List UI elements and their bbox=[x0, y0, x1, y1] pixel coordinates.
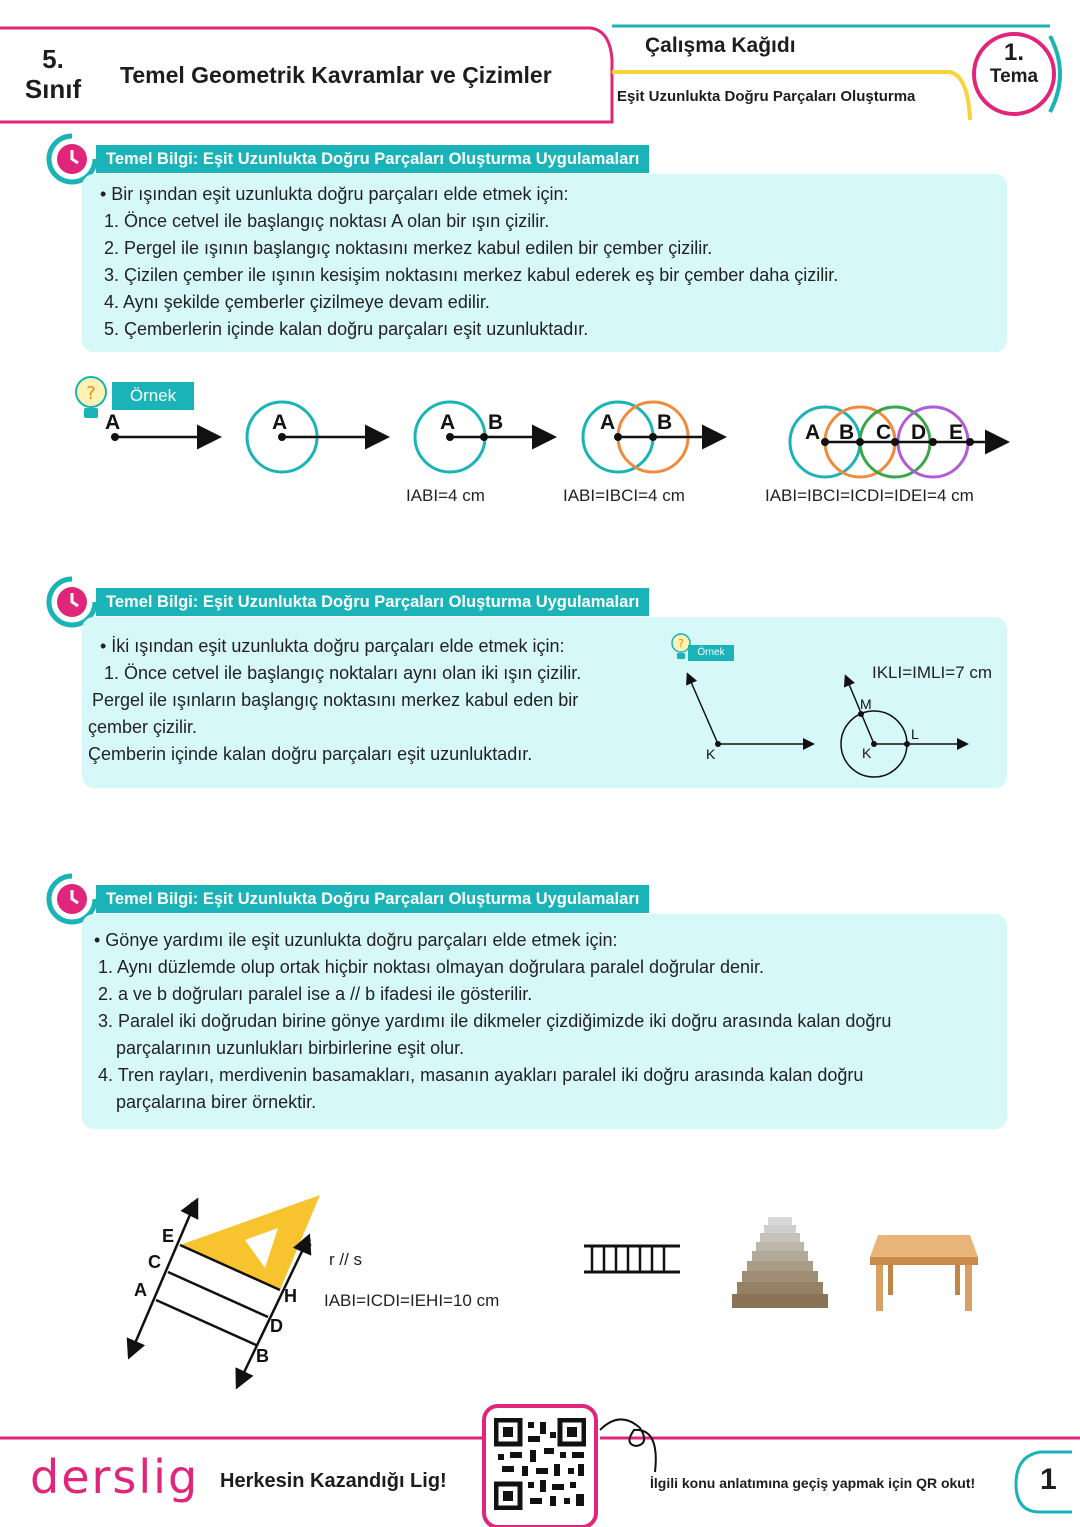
line-label: r bbox=[190, 1196, 198, 1216]
section3-line: 3. Paralel iki doğrudan birine gönye yardımı ile dikmeler çizdiğimizde iki doğru arasında kalan doğru bbox=[98, 1011, 892, 1031]
section3-title: Temel Bilgi: Eşit Uzunlukta Doğru Parçaları Oluşturma Uygulamaları bbox=[96, 885, 649, 913]
section3-line: 4. Tren rayları, merdivenin basamakları, masanın ayakları paralel iki doğru arasında kalan doğru bbox=[98, 1065, 864, 1085]
page-number: 1 bbox=[1040, 1463, 1057, 1496]
section3-line: 2. a ve b doğruları paralel ise a // b ifadesi ile gösterilir. bbox=[98, 984, 533, 1004]
point-label: B bbox=[839, 421, 855, 444]
brand-logo: derslig bbox=[30, 1450, 200, 1504]
point-label: A bbox=[272, 411, 288, 434]
figure-abcde bbox=[790, 407, 1005, 477]
section2-line: çember çizilir. bbox=[88, 717, 198, 737]
ray-construction-diagram bbox=[95, 395, 1020, 495]
section2-line: • İki ışından eşit uzunlukta doğru parçaları elde etmek için: bbox=[100, 636, 565, 656]
caption-abc: IABI=IBCI=4 cm bbox=[563, 486, 685, 505]
theme-number: 1. bbox=[1003, 39, 1024, 66]
parallel-note: r // s bbox=[329, 1250, 363, 1269]
section1-line: 3. Çizilen çember ile ışının kesişim noktasını merkez kabul ederek eş bir çember daha çizilir. bbox=[104, 265, 839, 285]
section2-title: Temel Bilgi: Eşit Uzunlukta Doğru Parçaları Oluşturma Uygulamaları bbox=[96, 588, 649, 616]
worksheet-title: Çalışma Kağıdı bbox=[645, 34, 796, 57]
theme-label: Tema bbox=[989, 66, 1039, 87]
section1-line: 5. Çemberlerin içinde kalan doğru parçaları eşit uzunluktadır. bbox=[104, 319, 589, 339]
qr-code-icon bbox=[494, 1418, 586, 1510]
point-label: C bbox=[148, 1252, 161, 1272]
caption-abcde: IABI=IBCI=ICDI=IDEI=4 cm bbox=[765, 486, 974, 505]
footer-slogan: Herkesin Kazandığı Lig! bbox=[220, 1470, 447, 1492]
point-label: M bbox=[860, 696, 872, 712]
figure-ray-circle bbox=[247, 402, 385, 472]
example-badge: Örnek bbox=[112, 382, 194, 410]
figure-angle bbox=[688, 675, 812, 762]
figure-ab bbox=[415, 402, 552, 472]
grade-number: 5. bbox=[42, 44, 64, 74]
point-label: A bbox=[105, 411, 121, 434]
caption-kl-ml: IKLI=IMLI=7 cm bbox=[872, 663, 992, 682]
section2-line: Çemberin içinde kalan doğru parçaları eşit uzunluktadır. bbox=[88, 744, 533, 764]
page-title: Temel Geometrik Kavramlar ve Çizimler bbox=[120, 62, 552, 88]
section1-line: 2. Pergel ile ışının başlangıç noktasını merkez kabul edilen bir çember çizilir. bbox=[104, 238, 713, 258]
section3-line: 1. Aynı düzlemde olup ortak hiçbir noktası olmayan doğrulara paralel doğrular denir. bbox=[98, 957, 765, 977]
table-icon bbox=[868, 1233, 980, 1313]
qr-note: İlgili konu anlatımına geçiş yapmak için QR okut! bbox=[650, 1475, 976, 1491]
point-label: A bbox=[440, 411, 456, 434]
point-label: H bbox=[284, 1286, 297, 1306]
worksheet-subtitle: Eşit Uzunlukta Doğru Parçaları Oluşturma bbox=[617, 88, 916, 105]
point-label: B bbox=[657, 411, 673, 434]
section3-line: parçalarının uzunlukları birbirlerine eşit olur. bbox=[116, 1038, 465, 1058]
point-label: A bbox=[600, 411, 616, 434]
section3-line: • Gönye yardımı ile eşit uzunlukta doğru parçaları elde etmek için: bbox=[94, 930, 618, 950]
grade-text: Sınıf bbox=[24, 74, 82, 104]
point-label: E bbox=[949, 421, 964, 444]
caption-ab: IABI=4 cm bbox=[406, 486, 485, 505]
section1-title: Temel Bilgi: Eşit Uzunlukta Doğru Parçaları Oluşturma Uygulamaları bbox=[96, 145, 649, 173]
section1-line: • Bir ışından eşit uzunlukta doğru parçaları elde etmek için: bbox=[100, 184, 569, 204]
point-label: D bbox=[911, 421, 927, 444]
line-label: s bbox=[302, 1232, 313, 1252]
section2-line: Pergel ile ışınların başlangıç noktasını merkez kabul eden bir bbox=[92, 690, 579, 710]
section1-line: 1. Önce cetvel ile başlangıç noktası A olan bir ışın çizilir. bbox=[104, 211, 550, 231]
stairs-icon bbox=[732, 1215, 828, 1311]
point-label: A bbox=[134, 1280, 147, 1300]
point-label: K bbox=[706, 746, 716, 762]
point-label: K bbox=[862, 745, 872, 761]
point-label: L bbox=[911, 726, 919, 742]
point-label: B bbox=[488, 411, 504, 434]
angle-construction-diagram bbox=[680, 665, 980, 783]
figure-angle-circle bbox=[841, 677, 966, 777]
point-label: D bbox=[270, 1316, 283, 1336]
figure-ray bbox=[105, 411, 217, 441]
theme-badge bbox=[980, 40, 1048, 88]
caption-ab-cd-eh: IABI=ICDI=IEHI=10 cm bbox=[324, 1291, 500, 1310]
rail-track-icon bbox=[582, 1242, 682, 1278]
section2-line: 1. Önce cetvel ile başlangıç noktaları aynı olan iki ışın çizilir. bbox=[104, 663, 582, 683]
point-label: C bbox=[876, 421, 892, 444]
figure-abc bbox=[583, 402, 722, 472]
svg-text:?: ? bbox=[678, 637, 684, 650]
grade-label bbox=[18, 44, 88, 104]
set-square-diagram bbox=[120, 1190, 330, 1395]
point-label: B bbox=[256, 1346, 269, 1366]
point-label: A bbox=[805, 421, 821, 444]
example-badge-small: Örnek bbox=[688, 645, 734, 661]
point-label: E bbox=[162, 1226, 175, 1246]
section1-line: 4. Aynı şekilde çemberler çizilmeye devam edilir. bbox=[104, 292, 490, 312]
section3-line: parçalarına birer örnektir. bbox=[116, 1092, 317, 1112]
svg-text:?: ? bbox=[86, 383, 96, 404]
